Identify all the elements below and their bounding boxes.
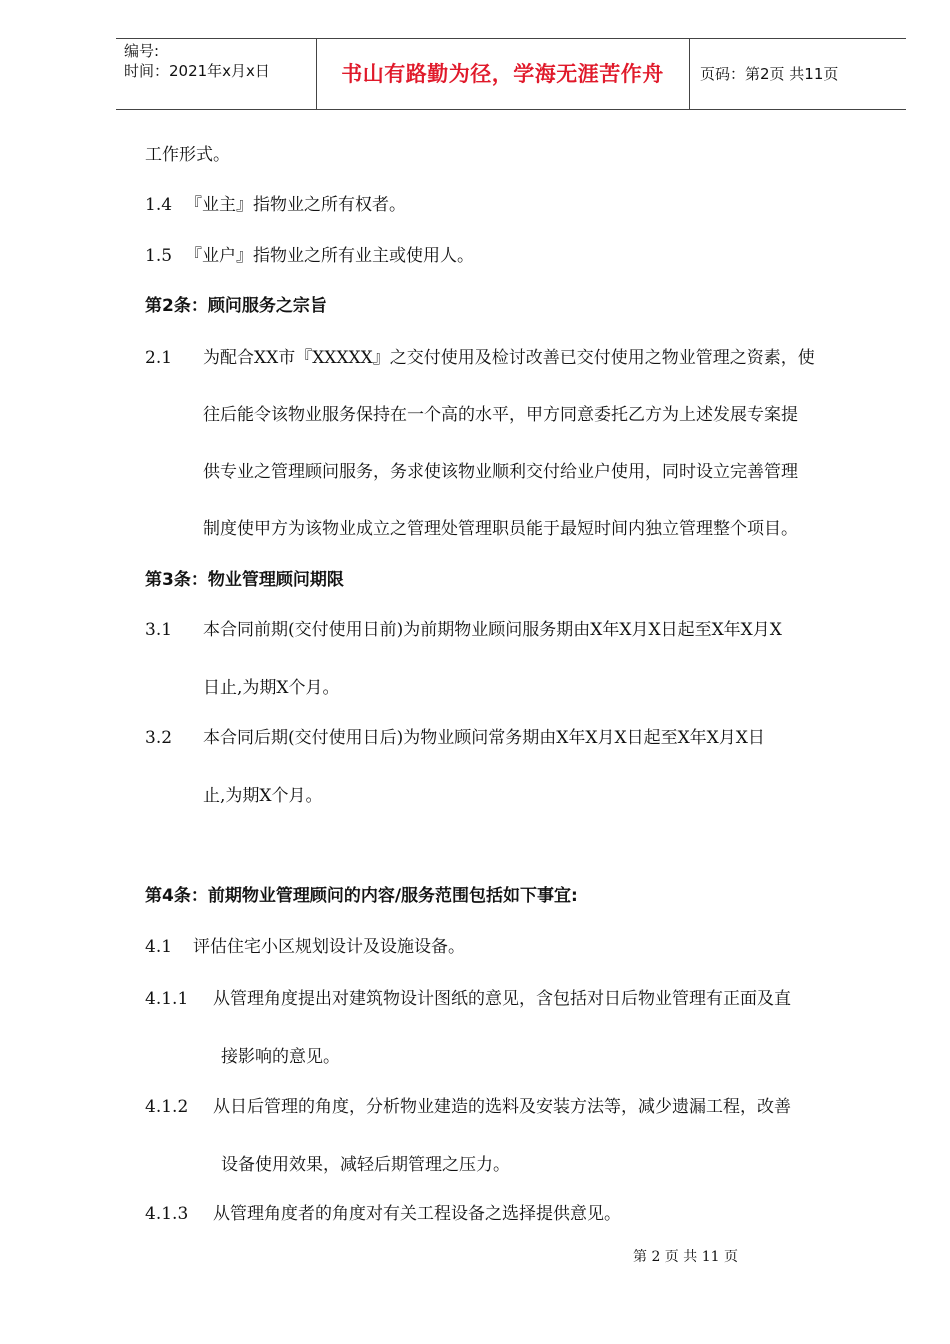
clause-number: 2.1	[145, 348, 173, 368]
clause-text: 『业主』指物业之所有权者。	[185, 195, 406, 215]
clause-number: 4.1.2	[145, 1097, 189, 1117]
clause-text: 从日后管理的角度，分析物业建造的选料及安装方法等，减少遗漏工程，改善	[213, 1097, 791, 1117]
clause-number: 4.1.1	[145, 989, 189, 1009]
clause-2-1	[145, 343, 815, 368]
clause-number: 3.1	[145, 620, 173, 640]
clause-2-1-line-3: 供专业之管理顾问服务，务求使该物业顺利交付给业户使用，同时设立完善管理	[203, 462, 798, 482]
clause-2-1-line-4: 制度使甲方为该物业成立之管理处管理职员能于最短时间内独立管理整个项目。	[203, 519, 798, 539]
clause-text: 本合同前期(交付使用日前)为前期物业顾问服务期由X年X月X日起至X年X月X	[203, 620, 782, 640]
section-heading-2: 第2条：顾问服务之宗旨	[145, 296, 327, 316]
clause-text: 为配合XX市『XXXXX』之交付使用及检讨改善已交付使用之物业管理之资素，使	[203, 348, 815, 368]
header-motto: 书山有路勤为径，学海无涯苦作舟	[316, 39, 690, 109]
clause-4-1-3	[145, 1199, 621, 1224]
header-page-info: 页码：第2页 共11页	[700, 65, 839, 83]
clause-4-1-1-line-2: 接影响的意见。	[221, 1047, 340, 1067]
clause-text: 从管理角度提出对建筑物设计图纸的意见，含包括对日后物业管理有正面及直	[213, 989, 791, 1009]
header-meta-cell	[116, 39, 317, 109]
page-footer: 第 2 页 共 11 页	[633, 1249, 738, 1265]
clause-1-5	[145, 241, 474, 266]
clause-number: 1.5	[145, 246, 173, 266]
clause-text: 从管理角度者的角度对有关工程设备之选择提供意见。	[213, 1204, 621, 1224]
clause-text: 本合同后期(交付使用日后)为物业顾问常务期由X年X月X日起至X年X月X日	[203, 728, 765, 748]
clause-number: 3.2	[145, 728, 173, 748]
clause-3-1	[145, 615, 782, 640]
section-heading-4: 第4条：前期物业管理顾问的内容/服务范围包括如下事宜:	[145, 886, 578, 906]
clause-number: 1.4	[145, 195, 173, 215]
clause-4-1	[145, 932, 465, 957]
clause-3-2	[145, 723, 765, 748]
clause-4-1-2-line-2: 设备使用效果，减轻后期管理之压力。	[221, 1155, 510, 1175]
section-heading-3: 第3条：物业管理顾问期限	[145, 570, 344, 590]
clause-number: 4.1	[145, 937, 173, 957]
document-header	[116, 38, 906, 110]
document-time-label: 时间：2021年x月x日	[124, 62, 270, 80]
clause-number: 4.1.3	[145, 1204, 189, 1224]
clause-3-1-line-2: 日止,为期X个月。	[203, 678, 340, 698]
clause-4-1-2	[145, 1092, 791, 1117]
paragraph-continuation: 工作形式。	[145, 145, 230, 165]
clause-text: 评估住宅小区规划设计及设施设备。	[193, 937, 465, 957]
clause-2-1-line-2: 往后能令该物业服务保持在一个高的水平，甲方同意委托乙方为上述发展专案提	[203, 405, 798, 425]
document-number-label: 编号:	[124, 42, 160, 60]
clause-3-2-line-2: 止,为期X个月。	[203, 786, 323, 806]
clause-text: 『业户』指物业之所有业主或使用人。	[185, 246, 474, 266]
clause-1-4	[145, 190, 406, 215]
clause-4-1-1	[145, 984, 791, 1009]
